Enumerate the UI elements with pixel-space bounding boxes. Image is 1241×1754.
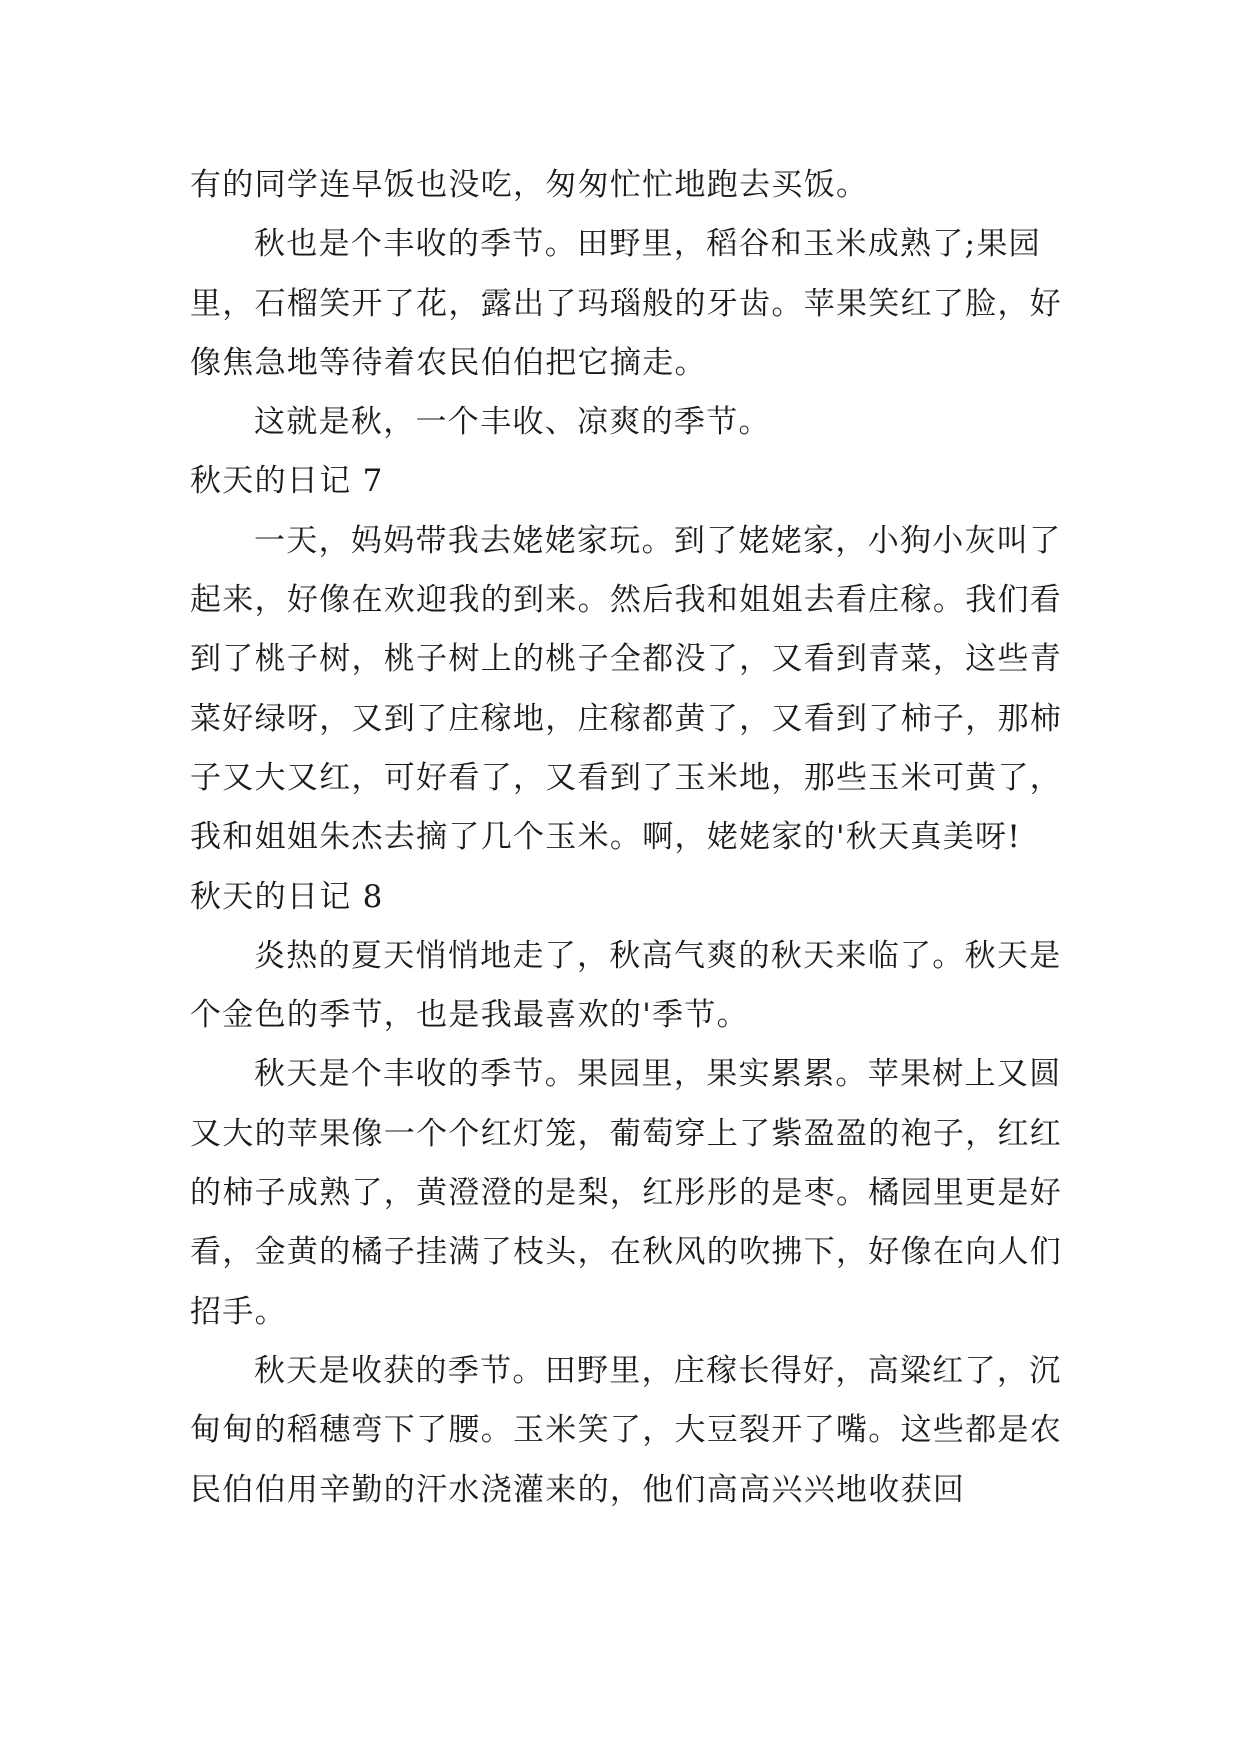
paragraph: 有的同学连早饭也没吃，匆匆忙忙地跑去买饭。: [190, 167, 869, 203]
paragraph: 秋也是个丰收的季节。田野里，稻谷和玉米成熟了;果园里，石榴笑开了花，露出了玛瑙般的牙齿。苹果笑红了脸，好像焦急地等待着农民伯伯把它摘走。: [190, 226, 1063, 381]
paragraph: 秋天是收获的季节。田野里，庄稼长得好，高粱红了，沉甸甸的稻穗弯下了腰。玉米笑了，大豆裂开了嘴。这些都是农民伯伯用辛勤的汗水浇灌来的，他们高高兴兴地收获回: [190, 1352, 1063, 1508]
paragraph: 秋天是个丰收的季节。果园里，果实累累。苹果树上又圆又大的苹果像一个个红灯笼，葡萄穿上了紫盈盈的袍子，红红的柿子成熟了，黄澄澄的是梨，红彤彤的是枣。橘园里更是好看，金黄的橘子挂满了枝头，在秋风的吹拂下，好像在向人们招手。: [190, 1056, 1063, 1330]
document-body: [190, 156, 1084, 1520]
paragraph: 一天，妈妈带我去姥姥家玩。到了姥姥家，小狗小灰叫了 起来，好像在欢迎我的到来。然后我和姐姐去看庄稼。我们看到了桃子树，桃子树上的桃子全都没了，又看到青菜，这些青菜好绿呀，又到了庄稼地，庄稼都黄了，又看到了柿子，那柿子又大又红，可好看了，又看到了玉米地，那些玉米可黄了，我和姐姐朱杰去摘了几个玉米。啊，姥姥家的'秋天真美呀!: [190, 522, 1084, 856]
paragraph: 这就是秋，一个丰收、凉爽的季节。: [254, 404, 771, 441]
paragraph: 炎热的夏天悄悄地走了，秋高气爽的秋天来临了。秋天是个金色的季节，也是我最喜欢的'季节。: [190, 937, 1062, 1034]
section-heading: 秋天的日记 7: [190, 463, 384, 500]
section-heading: 秋天的日记 8: [190, 878, 384, 915]
